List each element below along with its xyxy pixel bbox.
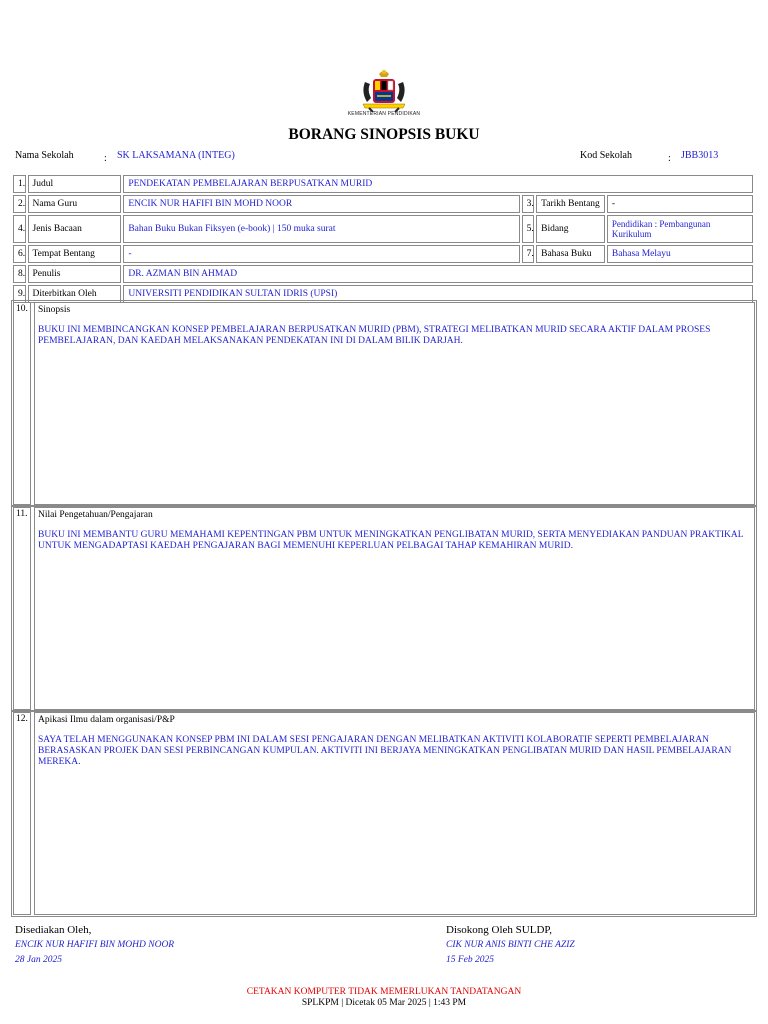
aplikasi-text: SAYA TELAH MENGGUNAKAN KONSEP PBM INI DALAM SESI PENGAJARAN DENGAN MELIBATKAN AKTIVITI KOLABORATIF SEPERTI PEMBELAJARAN BERASASKAN PROJEK DAN SESI PERBINCANGAN KUMPULAN. AKTIVITI INI BERJAYA MENINGKATKAN PENGLIBATAN MURID DAN HASIL PEMBELAJARAN MEREKA. bbox=[38, 735, 732, 767]
judul-label: Judul bbox=[28, 175, 122, 193]
tempat-value: - bbox=[123, 245, 519, 263]
judul-value: PENDEKATAN PEMBELAJARAN BERPUSATKAN MURID bbox=[123, 175, 753, 193]
tempat-label: Tempat Bentang bbox=[28, 245, 122, 263]
school-name-label: Nama Sekolah bbox=[15, 150, 74, 161]
row-number: 6. bbox=[13, 245, 26, 263]
tarikh-value: - bbox=[607, 195, 753, 213]
prepared-by-name: ENCIK NUR HAFIFI BIN MOHD NOOR bbox=[15, 940, 175, 950]
row-number: 1. bbox=[13, 175, 26, 193]
section-number: 10. bbox=[13, 302, 31, 505]
sinopsis-text: BUKU INI MEMBINCANGKAN KONSEP PEMBELAJARAN BERPUSATKAN MURID (PBM), STRATEGI MELIBATKAN MURID SECARA AKTIF DALAM PROSES PEMBELAJARAN, DAN KAEDAH MELAKSANAKAN PENDEKATAN INI DI DALAM BILIK DARJAH. bbox=[38, 325, 711, 346]
guru-label: Nama Guru bbox=[28, 195, 122, 213]
school-code-colon: : bbox=[668, 153, 671, 164]
school-name-colon: : bbox=[104, 153, 107, 164]
school-name-value: SK LAKSAMANA (INTEG) bbox=[117, 150, 235, 161]
section-number: 11. bbox=[13, 507, 31, 710]
tarikh-label: Tarikh Bentang bbox=[536, 195, 605, 213]
school-code-value: JBB3013 bbox=[681, 150, 719, 161]
row-number: 4. bbox=[13, 215, 26, 243]
row-number: 3. bbox=[522, 195, 535, 213]
nilai-content bbox=[34, 507, 755, 710]
row-number: 2. bbox=[13, 195, 26, 213]
jenis-value: Bahan Buku Bukan Fiksyen (e-book) | 150 muka surat bbox=[123, 215, 519, 243]
table-row bbox=[13, 195, 753, 213]
nilai-label: Nilai Pengetahuan/Pengajaran bbox=[38, 510, 153, 520]
coat-of-arms-logo bbox=[357, 68, 411, 114]
page-title: BORANG SINOPSIS BUKU bbox=[288, 126, 480, 143]
table-row bbox=[13, 175, 753, 193]
penerbit-label: Diterbitkan Oleh bbox=[28, 285, 122, 303]
sinopsis-content bbox=[34, 302, 755, 505]
table-row bbox=[13, 265, 753, 283]
aplikasi-label: Apikasi Ilmu dalam organisasi/P&P bbox=[38, 715, 175, 725]
penulis-label: Penulis bbox=[28, 265, 122, 283]
supported-date: 15 Feb 2025 bbox=[446, 955, 495, 965]
sinopsis-label: Sinopsis bbox=[38, 305, 71, 315]
prepared-date: 28 Jan 2025 bbox=[15, 955, 62, 965]
aplikasi-section bbox=[11, 710, 757, 917]
table-row bbox=[13, 245, 753, 263]
supported-by-name: CIK NUR ANIS BINTI CHE AZIZ bbox=[446, 940, 575, 950]
prepared-by-label: Disediakan Oleh, bbox=[15, 924, 92, 936]
ministry-label: KEMENTERIAN PENDIDIKAN bbox=[347, 111, 421, 117]
row-number: 9. bbox=[13, 285, 26, 303]
school-code-label: Kod Sekolah bbox=[580, 150, 632, 161]
bidang-label: Bidang bbox=[536, 215, 605, 243]
computer-print-notice: CETAKAN KOMPUTER TIDAK MEMERLUKAN TANDATANGAN bbox=[246, 987, 522, 997]
bahasa-value: Bahasa Melayu bbox=[607, 245, 753, 263]
sinopsis-section bbox=[11, 300, 757, 507]
nilai-text: BUKU INI MEMBANTU GURU MEMAHAMI KEPENTINGAN PBM UNTUK MENINGKATKAN PENGLIBATAN MURID, SERTA MENYEDIAKAN PANDUAN PRAKTIKAL UNTUK MENGADAPTASI KAEDAH PENGAJARAN BAGI MEMENUHI KEPERLUAN PELBAGAI TAHAP KEMAHIRAN MURID. bbox=[38, 530, 744, 551]
row-number: 7. bbox=[522, 245, 535, 263]
row-number: 8. bbox=[13, 265, 26, 283]
bidang-value: Pendidikan : Pembangunan Kurikulum bbox=[607, 215, 753, 243]
nilai-section bbox=[11, 505, 757, 712]
supported-by-label: Disokong Oleh SULDP, bbox=[446, 924, 553, 936]
print-info: SPLKPM | Dicetak 05 Mar 2025 | 1:43 PM bbox=[301, 998, 467, 1008]
row-number: 5. bbox=[522, 215, 535, 243]
aplikasi-content bbox=[34, 712, 755, 915]
penulis-value: DR. AZMAN BIN AHMAD bbox=[123, 265, 753, 283]
jenis-label: Jenis Bacaan bbox=[28, 215, 122, 243]
table-row bbox=[13, 215, 753, 243]
info-table bbox=[11, 173, 755, 305]
penerbit-value: UNIVERSITI PENDIDIKAN SULTAN IDRIS (UPSI) bbox=[123, 285, 753, 303]
bahasa-label: Bahasa Buku bbox=[536, 245, 605, 263]
section-number: 12. bbox=[13, 712, 31, 915]
guru-value: ENCIK NUR HAFIFI BIN MOHD NOOR bbox=[123, 195, 519, 213]
